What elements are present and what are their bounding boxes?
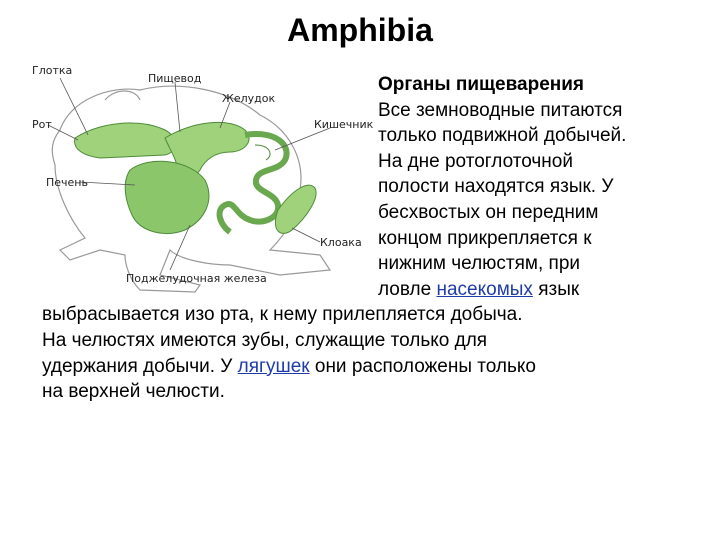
text-line-with-link: [42, 277, 692, 303]
text-line: только подвижной добычей.: [378, 125, 627, 147]
label-stomach: Желудок: [222, 92, 276, 105]
text-line: Все земноводные питаются: [378, 99, 623, 121]
text-line: полости находятся язык. У: [378, 176, 614, 198]
text-line-with-link: [42, 354, 692, 380]
label-cloaca: Клоака: [320, 236, 362, 249]
text-fragment: они расположены только: [309, 355, 536, 377]
text-line: на верхней челюсти.: [42, 381, 225, 403]
text-fragment: удержания добычи. У: [42, 355, 238, 377]
text-fragment: язык: [532, 278, 580, 300]
text-line: нижним челюстям, при: [378, 253, 581, 275]
label-intestine: Кишечник: [314, 118, 374, 131]
label-pharynx: Глотка: [32, 64, 73, 77]
label-esophagus: Пищевод: [148, 72, 202, 85]
text-line: На дне ротоглоточной: [378, 150, 573, 172]
text-line: На челюстях имеются зубы, служащие только для: [42, 329, 488, 351]
insects-link[interactable]: насекомых: [436, 278, 533, 300]
digestion-text: [42, 72, 692, 405]
text-heading: Органы пищеварения: [378, 74, 585, 95]
label-liver: Печень: [46, 176, 88, 189]
text-line: выбрасывается изо рта, к нему прилепляется добыча.: [42, 304, 523, 326]
frogs-link[interactable]: лягушек: [237, 355, 310, 377]
text-line: концом прикрепляется к: [378, 227, 592, 249]
page-title: [0, 12, 720, 49]
label-pancreas: Поджелудочная железа: [126, 272, 267, 285]
label-mouth: Рот: [32, 118, 52, 131]
title-text: Amphibia: [287, 12, 433, 48]
text-line: бесхвостых он передним: [378, 201, 599, 223]
text-fragment: ловле: [378, 278, 437, 300]
